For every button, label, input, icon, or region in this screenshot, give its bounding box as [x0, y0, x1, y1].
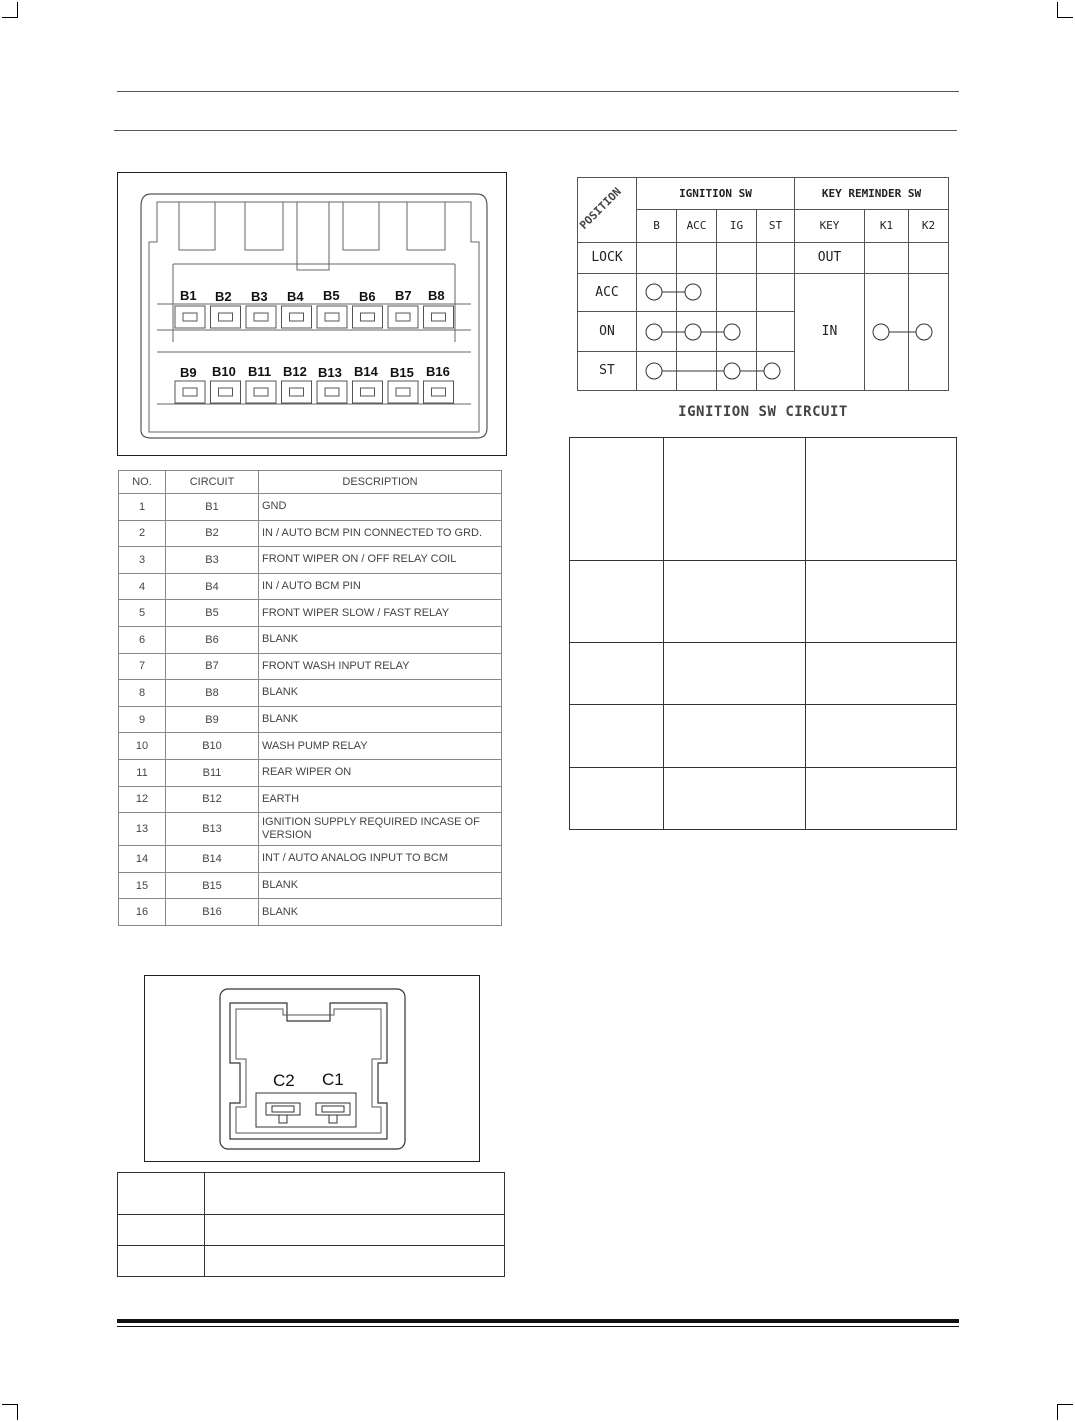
connector-b-pin-table [118, 470, 502, 926]
pin-label-b2: B2 [215, 289, 232, 304]
key-reminder-group-header: KEY REMINDER SW [795, 178, 949, 210]
pin-circuit: B9 [166, 706, 259, 733]
pin-label-b6: B6 [359, 289, 376, 304]
table-row [119, 759, 502, 786]
pin-no: 11 [119, 759, 166, 786]
pin-no: 2 [119, 520, 166, 547]
pin-description: REAR WIPER ON [259, 759, 502, 786]
pin-circuit: B8 [166, 680, 259, 707]
pin-circuit: B14 [166, 846, 259, 873]
table-row [119, 786, 502, 813]
header-no: NO. [119, 471, 166, 494]
table-row [119, 680, 502, 707]
pin-label-b15: B15 [390, 365, 414, 380]
pin-label-b9: B9 [180, 365, 197, 380]
pin-label-b16: B16 [426, 364, 450, 379]
pin-no: 12 [119, 786, 166, 813]
pin-description: BLANK [259, 872, 502, 899]
crop-mark-bottom-right [1057, 1404, 1073, 1420]
header-circuit: CIRCUIT [166, 471, 259, 494]
col-k2: K2 [909, 210, 949, 242]
pin-label-b11: B11 [248, 364, 272, 379]
row-st: ST [578, 351, 637, 390]
pin-description: BLANK [259, 899, 502, 926]
table-row [119, 706, 502, 733]
col-b: B [637, 210, 677, 242]
pin-circuit: B16 [166, 899, 259, 926]
row-on: ON [578, 312, 637, 351]
key-out-cell: OUT [795, 242, 865, 273]
pin-label-b12: B12 [283, 364, 307, 379]
table-row [119, 653, 502, 680]
connector-c-diagram [144, 975, 480, 1162]
table-row [119, 872, 502, 899]
pin-label-b13: B13 [318, 365, 342, 380]
pin-no: 4 [119, 573, 166, 600]
pin-label-c1: C1 [322, 1070, 344, 1089]
pin-circuit: B1 [166, 494, 259, 521]
continuity-st-st [764, 363, 780, 379]
pin-label-c2: C2 [273, 1071, 295, 1090]
row-acc: ACC [578, 273, 637, 311]
pin-label-b8: B8 [428, 288, 445, 303]
continuity-symbols [577, 177, 949, 391]
pin-label-b10: B10 [212, 364, 236, 379]
pin-circuit: B3 [166, 547, 259, 574]
pin-no: 9 [119, 706, 166, 733]
col-st: ST [757, 210, 795, 242]
connector-c-table [117, 1172, 505, 1277]
pin-description: EARTH [259, 786, 502, 813]
pin-no: 8 [119, 680, 166, 707]
pin-circuit: B7 [166, 653, 259, 680]
pin-label-b3: B3 [251, 289, 268, 304]
crop-mark-bottom-left [2, 1404, 18, 1420]
pin-label-b14: B14 [354, 364, 378, 379]
pin-label-b1: B1 [180, 288, 197, 303]
pin-no: 6 [119, 626, 166, 653]
crop-mark-top-right [1057, 2, 1073, 18]
table-row [119, 573, 502, 600]
pin-label-b5: B5 [323, 288, 340, 303]
pin-circuit: B4 [166, 573, 259, 600]
pin-circuit: B13 [166, 813, 259, 846]
pin-description: INT / AUTO ANALOG INPUT TO BCM [259, 846, 502, 873]
pin-circuit: B15 [166, 872, 259, 899]
pin-description: BLANK [259, 680, 502, 707]
pin-no: 5 [119, 600, 166, 627]
table-row [119, 494, 502, 521]
ignition-sw-caption: IGNITION SW CIRCUIT [678, 404, 848, 420]
pin-description: FRONT WASH INPUT RELAY [259, 653, 502, 680]
continuity-acc-acc [685, 284, 701, 300]
pin-description: BLANK [259, 706, 502, 733]
table-row [119, 733, 502, 760]
pin-no: 14 [119, 846, 166, 873]
pin-no: 7 [119, 653, 166, 680]
position-corner-label: POSITION [577, 185, 624, 232]
footer-rule-thin [117, 1326, 959, 1327]
table-row [119, 899, 502, 926]
table-row [119, 600, 502, 627]
pin-circuit: B10 [166, 733, 259, 760]
pin-description: WASH PUMP RELAY [259, 733, 502, 760]
table-row [119, 813, 502, 846]
col-ig: IG [717, 210, 757, 242]
row-lock: LOCK [578, 242, 637, 273]
pin-description: FRONT WIPER SLOW / FAST RELAY [259, 600, 502, 627]
continuity-in-k2 [916, 324, 932, 340]
pin-description: IN / AUTO BCM PIN CONNECTED TO GRD. [259, 520, 502, 547]
continuity-on-ig [724, 324, 740, 340]
ignition-sw-group-header: IGNITION SW [637, 178, 795, 210]
col-acc: ACC [677, 210, 717, 242]
pin-label-b7: B7 [395, 288, 412, 303]
table-row [119, 626, 502, 653]
footer-rule [117, 1319, 959, 1323]
continuity-on-acc [685, 324, 701, 340]
continuity-st-ig [724, 363, 740, 379]
pin-no: 1 [119, 494, 166, 521]
header-description: DESCRIPTION [259, 471, 502, 494]
pin-description: BLANK [259, 626, 502, 653]
table-row [119, 520, 502, 547]
pin-description: IN / AUTO BCM PIN [259, 573, 502, 600]
table-header-row [119, 471, 502, 494]
header-rule-top [117, 91, 959, 92]
pin-no: 15 [119, 872, 166, 899]
pin-no: 13 [119, 813, 166, 846]
table-row [119, 846, 502, 873]
empty-table-grid [569, 437, 957, 830]
pin-circuit: B2 [166, 520, 259, 547]
table-row [119, 547, 502, 574]
continuity-in-k1 [873, 324, 889, 340]
pin-no: 3 [119, 547, 166, 574]
pin-circuit: B12 [166, 786, 259, 813]
col-key: KEY [795, 210, 865, 242]
continuity-st-b [646, 363, 662, 379]
continuity-acc-b [646, 284, 662, 300]
continuity-on-b [646, 324, 662, 340]
pin-no: 16 [119, 899, 166, 926]
crop-mark-top-left [2, 2, 18, 18]
connector-b-diagram [117, 172, 507, 456]
key-in-cell: IN [795, 273, 865, 390]
col-k1: K1 [865, 210, 909, 242]
pin-circuit: B11 [166, 759, 259, 786]
pin-label-b4: B4 [287, 289, 304, 304]
pin-circuit: B6 [166, 626, 259, 653]
pin-description: GND [259, 494, 502, 521]
pin-circuit: B5 [166, 600, 259, 627]
pin-description: IGNITION SUPPLY REQUIRED INCASE OF VERSION [259, 813, 502, 846]
header-rule-bottom [114, 130, 957, 131]
pin-no: 10 [119, 733, 166, 760]
pin-description: FRONT WIPER ON / OFF RELAY COIL [259, 547, 502, 574]
